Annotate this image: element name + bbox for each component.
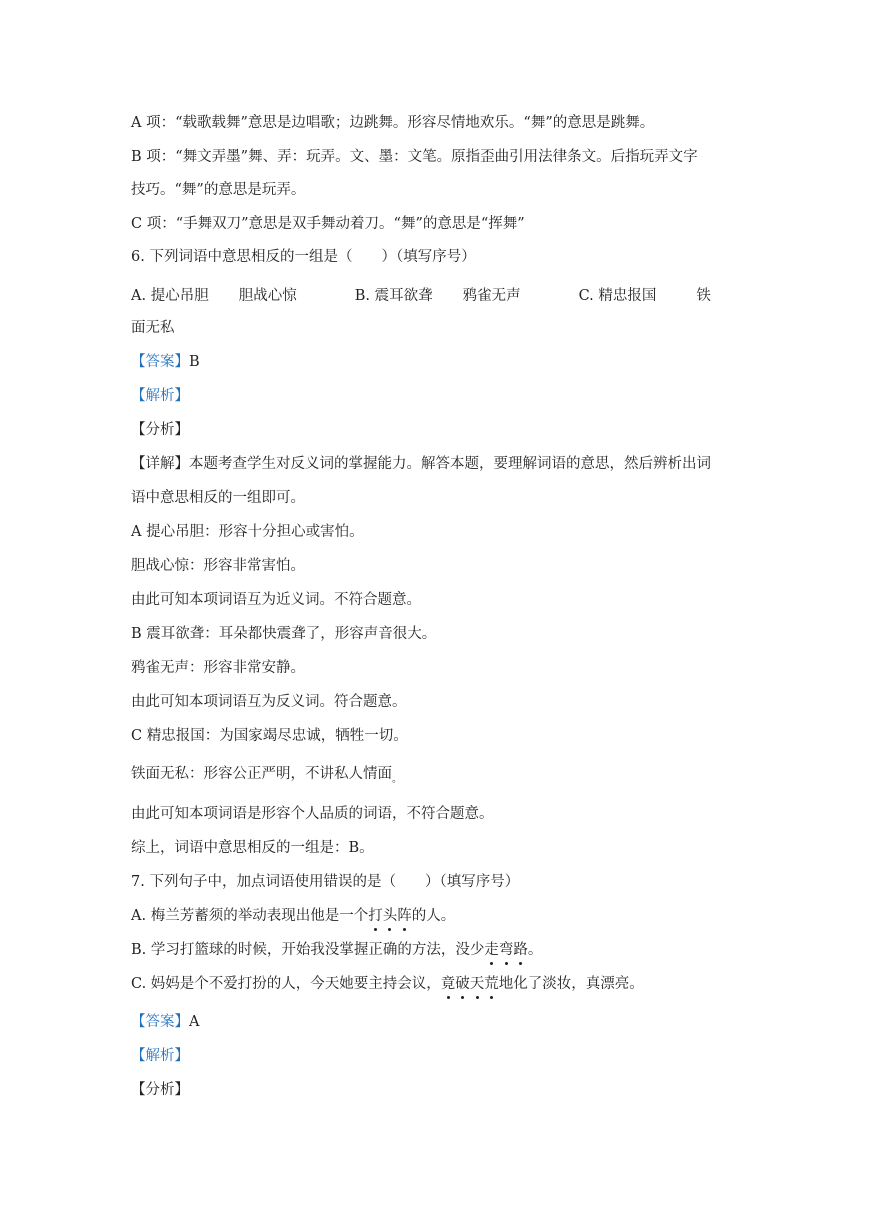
answer-value: B [189,354,200,370]
text-line: 由此可知本项词语互为反义词。符合题意。 [131,694,407,710]
text-line: B 震耳欲聋：耳朵都快震聋了，形容声音很大。 [131,626,437,642]
dotted-word [441,976,499,992]
option-text: 。 [527,942,543,958]
detail-c2-period: 。 [392,773,402,785]
detail-text: 本题考查学生对反义词的掌握能力。解答本题，要理解词语的意思，然后辨析出词 [189,456,711,472]
text-line: A 提心吊胆：形容十分担心或害怕。 [131,524,364,540]
option-text: 的人。 [411,908,456,924]
dotted-char: 打 [368,908,383,924]
dotted-word [484,942,528,958]
option-b-word2: 鸦雀无声 [462,288,521,304]
text-line: 鸦雀无声：形容非常安静。 [131,660,305,676]
answer-tag: 【答案】 [131,354,189,370]
answer-line [131,1012,779,1032]
text-line: C 精忠报国：为国家竭尽忠诚，牺牲一切。 [131,728,408,744]
detail-line [131,454,779,474]
option-b-word1: B. 震耳欲聋 [354,288,433,304]
detail-tag: 【详解】 [131,456,189,472]
fenxi-tag: 【分析】 [131,422,189,438]
text-line: C 项：“手舞双刀”意思是双手舞动着刀。“舞”的意思是“挥舞” [131,216,525,232]
text-line: 技巧。“舞”的意思是玩弄。 [131,182,306,198]
question-6: 6. 下列词语中意思相反的一组是（ ）（填写序号） [131,249,476,265]
dotted-char: 走 [484,942,499,958]
question-7-option-b [131,940,779,960]
answer-value: A [189,1014,200,1030]
text-line: 由此可知本项词语互为近义词。不符合题意。 [131,592,421,608]
option-text: C. 妈妈是个不爱打扮的人，今天她要主持会议， [131,976,441,992]
option-text: 地化了淡妆，真漂亮。 [498,976,644,992]
dotted-char: 弯 [498,942,514,958]
dotted-char: 头 [382,908,398,924]
question-6-options [131,286,779,306]
dotted-char: 阵 [397,908,412,924]
text-line: 由此可知本项词语是形容个人品质的词语，不符合题意。 [131,806,494,822]
text-line: B 项：“舞文弄墨”舞、弄：玩弄。文、墨：文笔。原指歪曲引用法律条文。后指玩弄文字 [131,149,698,165]
text-line: A 项：“载歌载舞”意思是边唱歌；边跳舞。形容尽情地欢乐。“舞”的意思是跳舞。 [131,115,655,131]
fenxi-tag: 【分析】 [131,1082,189,1098]
option-c-word2-start: 铁 [696,288,711,304]
option-text: B. 学习打篮球的时候，开始我没掌握正确的方法，没少 [131,942,485,958]
option-text: A. 梅兰芳蓄须的举动表现出他是一个 [131,908,369,924]
dotted-char: 路 [513,942,528,958]
text-line: 语中意思相反的一组即可。 [131,490,305,506]
option-a-word1: A. 提心吊胆 [131,288,209,304]
question-7-option-c [131,974,779,994]
text-line: 胆战心惊：形容非常害怕。 [131,558,305,574]
analysis-tag: 【解析】 [131,1048,189,1064]
dotted-word [368,908,412,924]
text-line: 综上，词语中意思相反的一组是：B。 [131,840,374,856]
answer-line [131,352,779,372]
option-c-word2-end: 面无私 [131,320,175,336]
dotted-char: 天 [469,976,485,992]
dotted-char: 竟 [440,976,456,992]
answer-tag: 【答案】 [131,1014,189,1030]
analysis-tag: 【解析】 [131,388,189,404]
question-7-option-a [131,906,779,926]
text-line [131,764,779,790]
question-7: 7. 下列句子中，加点词语使用错误的是（ ）（填写序号） [131,874,520,890]
detail-c2: 铁面无私：形容公正严明，不讲私人情面 [131,766,392,782]
option-a-word2: 胆战心惊 [238,288,297,304]
dotted-char: 破 [455,976,470,992]
dotted-char: 荒 [484,976,499,992]
option-c-word1: C. 精忠报国 [578,288,657,304]
